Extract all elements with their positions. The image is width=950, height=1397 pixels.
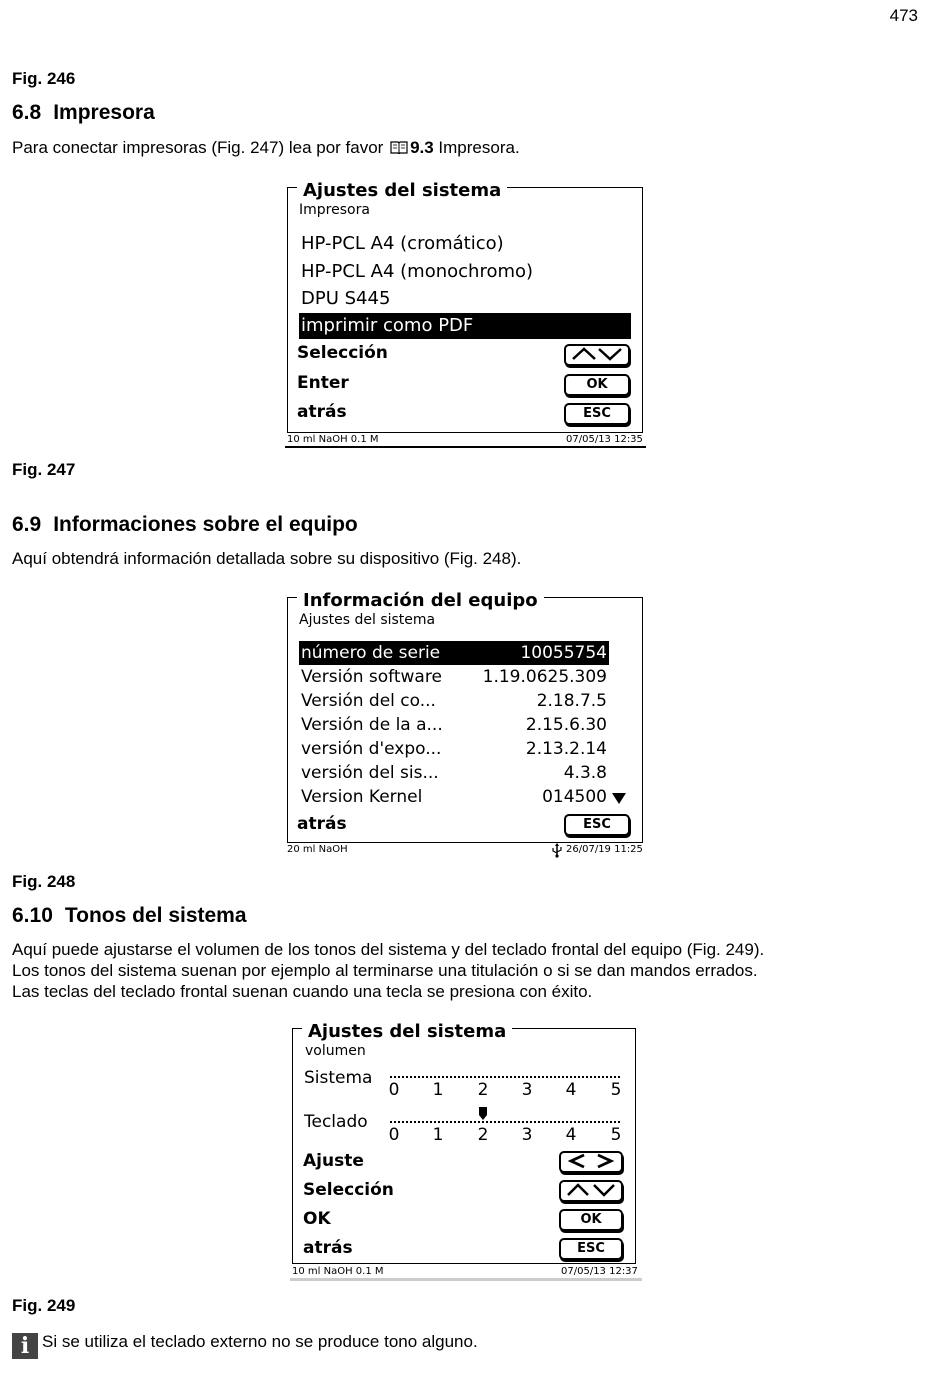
info-row[interactable] <box>299 761 609 785</box>
info-key: Version Kernel <box>301 787 423 807</box>
ok-key[interactable]: OK <box>559 1209 623 1231</box>
info-value: 2.18.7.5 <box>536 691 607 711</box>
fig-248-caption: Fig. 248 <box>12 872 76 891</box>
tick-label: 5 <box>610 1080 622 1100</box>
para-text: Impresora. <box>433 138 520 157</box>
esc-key[interactable]: ESC <box>564 403 630 425</box>
tick-label: 0 <box>388 1080 400 1100</box>
up-down-key[interactable] <box>559 1180 623 1202</box>
info-value: 2.13.2.14 <box>525 739 607 759</box>
screen-title: Ajustes del sistema <box>297 181 507 201</box>
printer-option[interactable]: DPU S445 <box>301 288 391 309</box>
info-row[interactable] <box>299 689 609 713</box>
sistema-label: Sistema <box>304 1068 373 1088</box>
esc-key[interactable]: ESC <box>564 814 630 836</box>
fig-246-caption: Fig. 246 <box>12 69 76 88</box>
status-right: 07/05/13 12:37 <box>561 1266 638 1277</box>
up-down-arrows-icon <box>567 346 627 362</box>
sistema-scale-dots <box>390 1076 620 1078</box>
para-text: Para conectar impresoras (Fig. 247) lea por favor <box>12 138 389 157</box>
status-left: 20 ml NaOH <box>287 844 348 855</box>
info-key: número de serie <box>301 643 441 663</box>
info-row[interactable] <box>299 785 609 809</box>
teclado-label: Teclado <box>304 1112 368 1132</box>
printer-option[interactable]: HP-PCL A4 (monochromo) <box>301 261 534 282</box>
selection-label: Selección <box>303 1180 394 1200</box>
up-down-key[interactable] <box>564 344 630 366</box>
volume-settings-screen <box>290 1021 642 1285</box>
printer-option[interactable]: HP-PCL A4 (cromático) <box>301 233 504 254</box>
esc-key[interactable]: ESC <box>559 1238 623 1260</box>
tick-label: 2 <box>477 1125 489 1145</box>
section-6-9-paragraph: Aquí obtendrá información detallada sobre su dispositivo (Fig. 248). <box>12 549 522 568</box>
device-info-screen <box>285 590 645 862</box>
section-number: 6.8 <box>12 101 42 124</box>
screen-subtitle: volumen <box>305 1043 366 1059</box>
status-underline <box>290 1278 642 1281</box>
info-icon: i <box>12 1333 38 1359</box>
tick-label: 1 <box>432 1080 444 1100</box>
back-label: atrás <box>297 814 347 834</box>
section-6-10-paragraph <box>12 939 764 1002</box>
left-right-arrows-icon <box>562 1153 620 1169</box>
adjust-label: Ajuste <box>303 1151 364 1171</box>
info-key: Versión del co... <box>301 691 436 711</box>
scroll-down-icon[interactable] <box>611 792 627 805</box>
section-6-8-heading <box>12 101 155 125</box>
info-row[interactable] <box>299 737 609 761</box>
teclado-slider-marker[interactable] <box>478 1107 488 1121</box>
ok-label: OK <box>303 1209 331 1229</box>
tick-label: 2 <box>477 1080 489 1100</box>
section-number: 6.10 <box>12 904 53 927</box>
tick-label: 0 <box>388 1125 400 1145</box>
info-value: 2.15.6.30 <box>525 715 607 735</box>
sistema-slider[interactable] <box>387 1083 617 1087</box>
para-reference: 9.3 <box>410 138 434 157</box>
info-value: 10055754 <box>520 643 607 663</box>
section-title: Tonos del sistema <box>64 904 247 927</box>
section-6-9-heading <box>12 513 358 537</box>
printer-settings-screen <box>285 180 645 450</box>
section-number: 6.9 <box>12 513 42 536</box>
status-right: 26/07/19 11:25 <box>566 844 643 855</box>
status-right: 07/05/13 12:35 <box>566 434 643 445</box>
usb-icon <box>551 843 563 858</box>
status-left: 10 ml NaOH 0.1 M <box>292 1266 384 1277</box>
tick-label: 5 <box>610 1125 622 1145</box>
info-key: Versión software <box>301 667 442 687</box>
section-6-10-heading <box>12 904 247 928</box>
back-label: atrás <box>303 1238 353 1258</box>
left-right-key[interactable] <box>559 1151 623 1173</box>
tick-label: 1 <box>432 1125 444 1145</box>
info-key: versión d'expo... <box>301 739 442 759</box>
section-title: Impresora <box>53 101 155 124</box>
enter-label: Enter <box>297 373 349 393</box>
fig-249-caption: Fig. 249 <box>12 1296 76 1315</box>
status-left: 10 ml NaOH 0.1 M <box>287 434 379 445</box>
status-underline <box>285 446 646 448</box>
tick-label: 4 <box>565 1125 577 1145</box>
book-icon <box>390 140 408 154</box>
teclado-scale-dots <box>390 1121 620 1123</box>
info-key: Versión de la a... <box>301 715 443 735</box>
para-line: Aquí puede ajustarse el volumen de los tonos del sistema y del teclado frontal del equipo (Fig. 249). <box>12 940 765 959</box>
printer-option-selected[interactable]: imprimir como PDF <box>299 313 631 339</box>
ok-key[interactable]: OK <box>564 374 630 396</box>
tick-label: 3 <box>521 1080 533 1100</box>
section-title: Informaciones sobre el equipo <box>53 513 358 536</box>
screen-subtitle: Impresora <box>299 202 370 218</box>
info-row[interactable] <box>299 713 609 737</box>
info-row-selected[interactable] <box>299 641 609 665</box>
selection-label: Selección <box>297 343 388 363</box>
info-value: 014500 <box>542 787 607 807</box>
screen-title: Información del equipo <box>297 591 544 611</box>
info-value: 1.19.0625.309 <box>482 667 607 687</box>
note-text: Si se utiliza el teclado externo no se produce tono alguno. <box>42 1332 478 1351</box>
para-line: Las teclas del teclado frontal suenan cuando una tecla se presiona con éxito. <box>12 982 593 1001</box>
para-line: Los tonos del sistema suenan por ejemplo al terminarse una titulación o si se dan mandos errados. <box>12 961 758 980</box>
info-row[interactable] <box>299 665 609 689</box>
up-down-arrows-icon <box>562 1182 620 1198</box>
info-value: 4.3.8 <box>563 763 607 783</box>
screen-title: Ajustes del sistema <box>302 1022 512 1042</box>
info-note <box>12 1331 478 1359</box>
screen-subtitle: Ajustes del sistema <box>299 612 436 628</box>
tick-label: 4 <box>565 1080 577 1100</box>
section-6-8-paragraph <box>12 137 520 158</box>
back-label: atrás <box>297 402 347 422</box>
page-number: 473 <box>889 6 918 25</box>
fig-247-caption: Fig. 247 <box>12 460 76 479</box>
info-key: versión del sis... <box>301 763 439 783</box>
tick-label: 3 <box>521 1125 533 1145</box>
